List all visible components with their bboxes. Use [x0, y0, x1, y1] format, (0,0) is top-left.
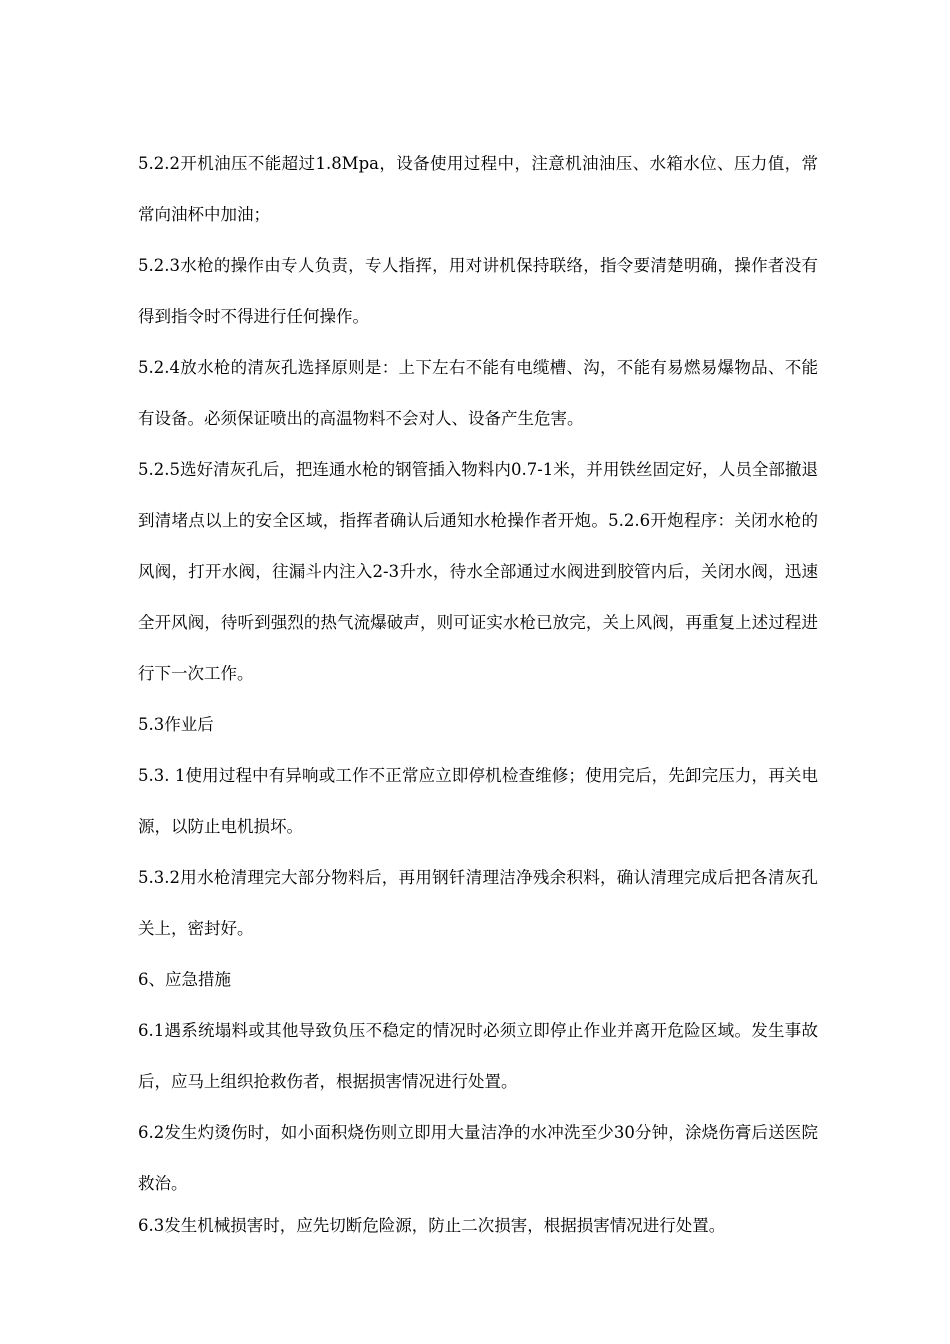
- paragraph-5-2-4: 5.2.4放水枪的清灰孔选择原则是：上下左右不能有电缆槽、沟，不能有易燃易爆物品、不能有设备。必须保证喷出的高温物料不会对人、设备产生危害。: [138, 358, 818, 428]
- section-heading-5-3: 5.3作业后: [138, 715, 214, 734]
- paragraph-6-1: 6.1遇系统塌料或其他导致负压不稳定的情况时必须立即停止作业并离开危险区域。发生事故后，应马上组织抢救伤者，根据损害情况进行处置。: [138, 1021, 818, 1091]
- paragraph-5-2-5: 5.2.5选好清灰孔后，把连通水枪的钢管插入物料内0.7-1米，并用铁丝固定好，人员全部撤退到清堵点以上的安全区域，指挥者确认后通知水枪操作者开炮。5.2.6开炮程序：关闭水枪的风阀，打开水阀，往漏斗内注入2-3升水，待水全部通过水阀进到胶管内后，关闭水阀，迅速全开风阀，待听到强烈的热气流爆破声，则可证实水枪已放完，关上风阀，再重复上述过程进行下一次工作。: [138, 460, 818, 683]
- paragraph-6-2: 6.2发生灼烫伤时，如小面积烧伤则立即用大量洁净的水冲洗至少30分钟，涂烧伤膏后送医院救治。: [138, 1123, 818, 1193]
- document-body: [138, 138, 818, 1251]
- paragraph-5-3-2: 5.3.2用水枪清理完大部分物料后，再用钢钎清理洁净残余积料，确认清理完成后把各清灰孔关上，密封好。: [138, 868, 818, 938]
- paragraph-5-2-2: 5.2.2开机油压不能超过1.8Mpa，设备使用过程中，注意机油油压、水箱水位、压力值，常常向油杯中加油；: [138, 154, 818, 224]
- section-heading-6: 6、应急措施: [138, 970, 231, 989]
- paragraph-5-3-1: 5.3. 1使用过程中有异响或工作不正常应立即停机检查维修；使用完后，先卸完压力，再关电源，以防止电机损坏。: [138, 766, 818, 836]
- paragraph-6-3: 6.3发生机械损害时，应先切断危险源，防止二次损害，根据损害情况进行处置。: [138, 1216, 726, 1235]
- paragraph-5-2-3: 5.2.3水枪的操作由专人负责，专人指挥，用对讲机保持联络，指令要清楚明确，操作者没有得到指令时不得进行任何操作。: [138, 256, 818, 326]
